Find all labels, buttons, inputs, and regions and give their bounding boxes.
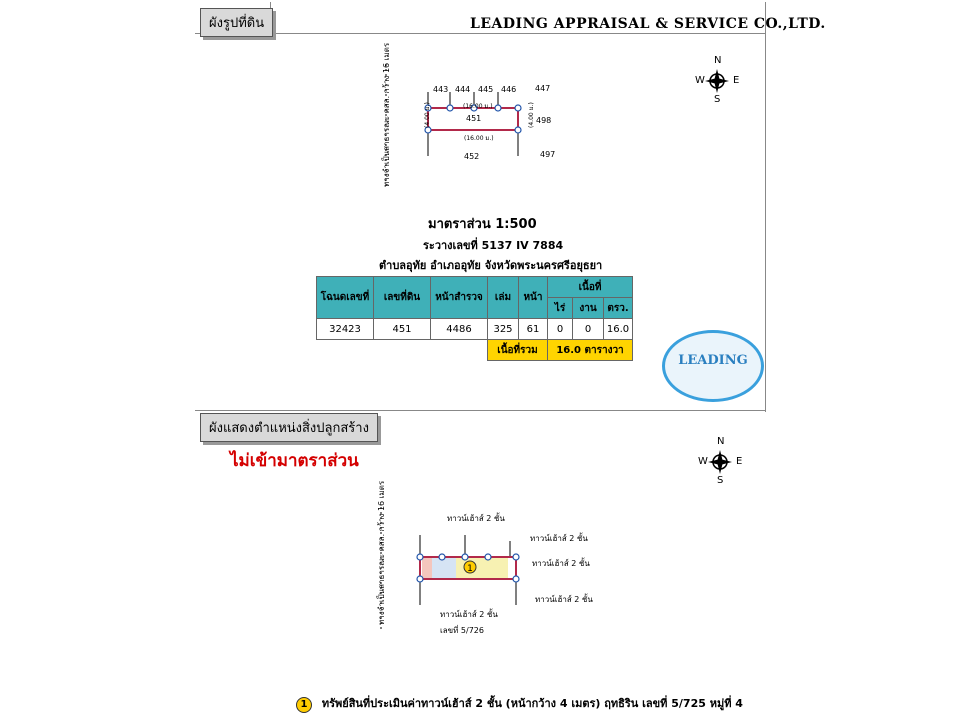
hdr-survey-page: หน้าสำรวจ bbox=[431, 277, 488, 319]
legend-number: 1 bbox=[296, 697, 312, 713]
cell-wa: 16.0 bbox=[604, 319, 633, 340]
parcel-445: 445 bbox=[478, 85, 494, 94]
compass-1-s: S bbox=[714, 94, 721, 105]
deed-table bbox=[316, 276, 633, 361]
compass-1-w: W bbox=[695, 75, 705, 86]
parcel-498: 498 bbox=[536, 116, 552, 125]
label-right3: ทาวน์เฮ้าส์ 2 ชั้น bbox=[535, 595, 593, 604]
label-right1: ทาวน์เฮ้าส์ 2 ชั้น bbox=[530, 534, 588, 543]
compass-1 bbox=[695, 55, 745, 105]
parcel-452: 452 bbox=[464, 152, 480, 161]
b-peg-6 bbox=[417, 576, 423, 582]
stamp-text: LEADING bbox=[678, 353, 748, 368]
dim-left: (4.00 ม.) bbox=[424, 102, 431, 128]
parcel-451: 451 bbox=[466, 114, 482, 123]
mid-rule bbox=[195, 410, 765, 411]
parcel-497: 497 bbox=[540, 150, 556, 159]
right-border bbox=[765, 2, 766, 412]
dim-top: (16.00 ม.) bbox=[463, 103, 493, 110]
legend-text: ทรัพย์สินที่ประเมินค่าทาวน์เฮ้าส์ 2 ชั้น (หน้ากว้าง 4 เมตร) ฤทธิริน เลขที่ 5/725 หมู่ที่ 4 bbox=[321, 697, 743, 710]
compass-2-n: N bbox=[717, 436, 725, 447]
cell-land-no: 451 bbox=[374, 319, 431, 340]
hdr-page: หน้า bbox=[519, 277, 548, 319]
label-bottom-no: เลขที่ 5/726 bbox=[440, 626, 484, 635]
cell-book: 325 bbox=[488, 319, 519, 340]
b-peg-2 bbox=[439, 554, 445, 560]
company-stamp bbox=[662, 330, 764, 402]
cell-rai: 0 bbox=[548, 319, 573, 340]
top-rule bbox=[195, 33, 765, 34]
peg-2 bbox=[447, 105, 453, 111]
label-bottom: ทาวน์เฮ้าส์ 2 ชั้น bbox=[440, 610, 498, 619]
road-label-1: ทางจำเป็นสาธารณะ คสล. กว้าง 16 เมตร bbox=[382, 42, 391, 187]
b-peg-1 bbox=[417, 554, 423, 560]
dim-right: (4.00 ม.) bbox=[528, 102, 535, 128]
label-right2: ทาวน์เฮ้าส์ 2 ชั้น bbox=[532, 559, 590, 568]
b-peg-4 bbox=[485, 554, 491, 560]
compass-1-e: E bbox=[733, 75, 740, 86]
cell-page: 61 bbox=[519, 319, 548, 340]
map-sheet-no: ระวางเลขที่ 5137 IV 7884 bbox=[423, 239, 564, 252]
b-peg-3 bbox=[462, 554, 468, 560]
hdr-wa: ตรว. bbox=[604, 298, 633, 319]
hdr-deed-no: โฉนดเลขที่ bbox=[317, 277, 374, 319]
parcel-443: 443 bbox=[433, 85, 449, 94]
land-plot-map bbox=[370, 60, 570, 200]
peg-7 bbox=[515, 127, 521, 133]
b-peg-7 bbox=[513, 576, 519, 582]
hdr-ngan: งาน bbox=[573, 298, 604, 319]
hdr-land-no: เลขที่ดิน bbox=[374, 277, 431, 319]
legend bbox=[296, 694, 743, 713]
scale-label: มาตราส่วน 1:500 bbox=[428, 217, 537, 232]
peg-4 bbox=[495, 105, 501, 111]
compass-2 bbox=[698, 438, 748, 488]
peg-5 bbox=[515, 105, 521, 111]
compass-2-e: E bbox=[736, 456, 743, 467]
road-label-2: ทางจำเป็นสาธารณะ คสล. กว้าง 16 เมตร bbox=[377, 480, 386, 625]
parcel-444: 444 bbox=[455, 85, 471, 94]
dim-bottom: (16.00 ม.) bbox=[464, 135, 494, 142]
hdr-book: เล่ม bbox=[488, 277, 519, 319]
compass-1-n: N bbox=[714, 55, 722, 66]
cell-deed-no: 32423 bbox=[317, 319, 374, 340]
section2-title: ผังแสดงตำแหน่งสิ่งปลูกสร้าง bbox=[200, 413, 378, 442]
compass-2-s: S bbox=[717, 475, 724, 486]
parcel-447: 447 bbox=[535, 84, 551, 93]
hdr-area: เนื้อที่ bbox=[548, 277, 633, 298]
cell-survey-page: 4486 bbox=[431, 319, 488, 340]
front-zone bbox=[432, 557, 456, 579]
carport-zone bbox=[422, 557, 432, 579]
cell-ngan: 0 bbox=[573, 319, 604, 340]
marker-1-num: 1 bbox=[467, 564, 473, 574]
label-top: ทาวน์เฮ้าส์ 2 ชั้น bbox=[447, 514, 505, 523]
total-value: 16.0 ตารางวา bbox=[548, 340, 633, 361]
company-name: LEADING APPRAISAL & SERVICE CO.,LTD. bbox=[470, 16, 826, 32]
location-line: ตำบลอุทัย อำเภออุทัย จังหวัดพระนครศรีอยุธยา bbox=[379, 259, 603, 272]
section1-title: ผังรูปที่ดิน bbox=[200, 8, 273, 37]
b-peg-5 bbox=[513, 554, 519, 560]
total-label: เนื้อที่รวม bbox=[488, 340, 548, 361]
parcel-446: 446 bbox=[501, 85, 517, 94]
compass-2-w: W bbox=[698, 456, 708, 467]
hdr-rai: ไร่ bbox=[548, 298, 573, 319]
not-to-scale-label: ไม่เข้ามาตราส่วน bbox=[230, 451, 359, 471]
